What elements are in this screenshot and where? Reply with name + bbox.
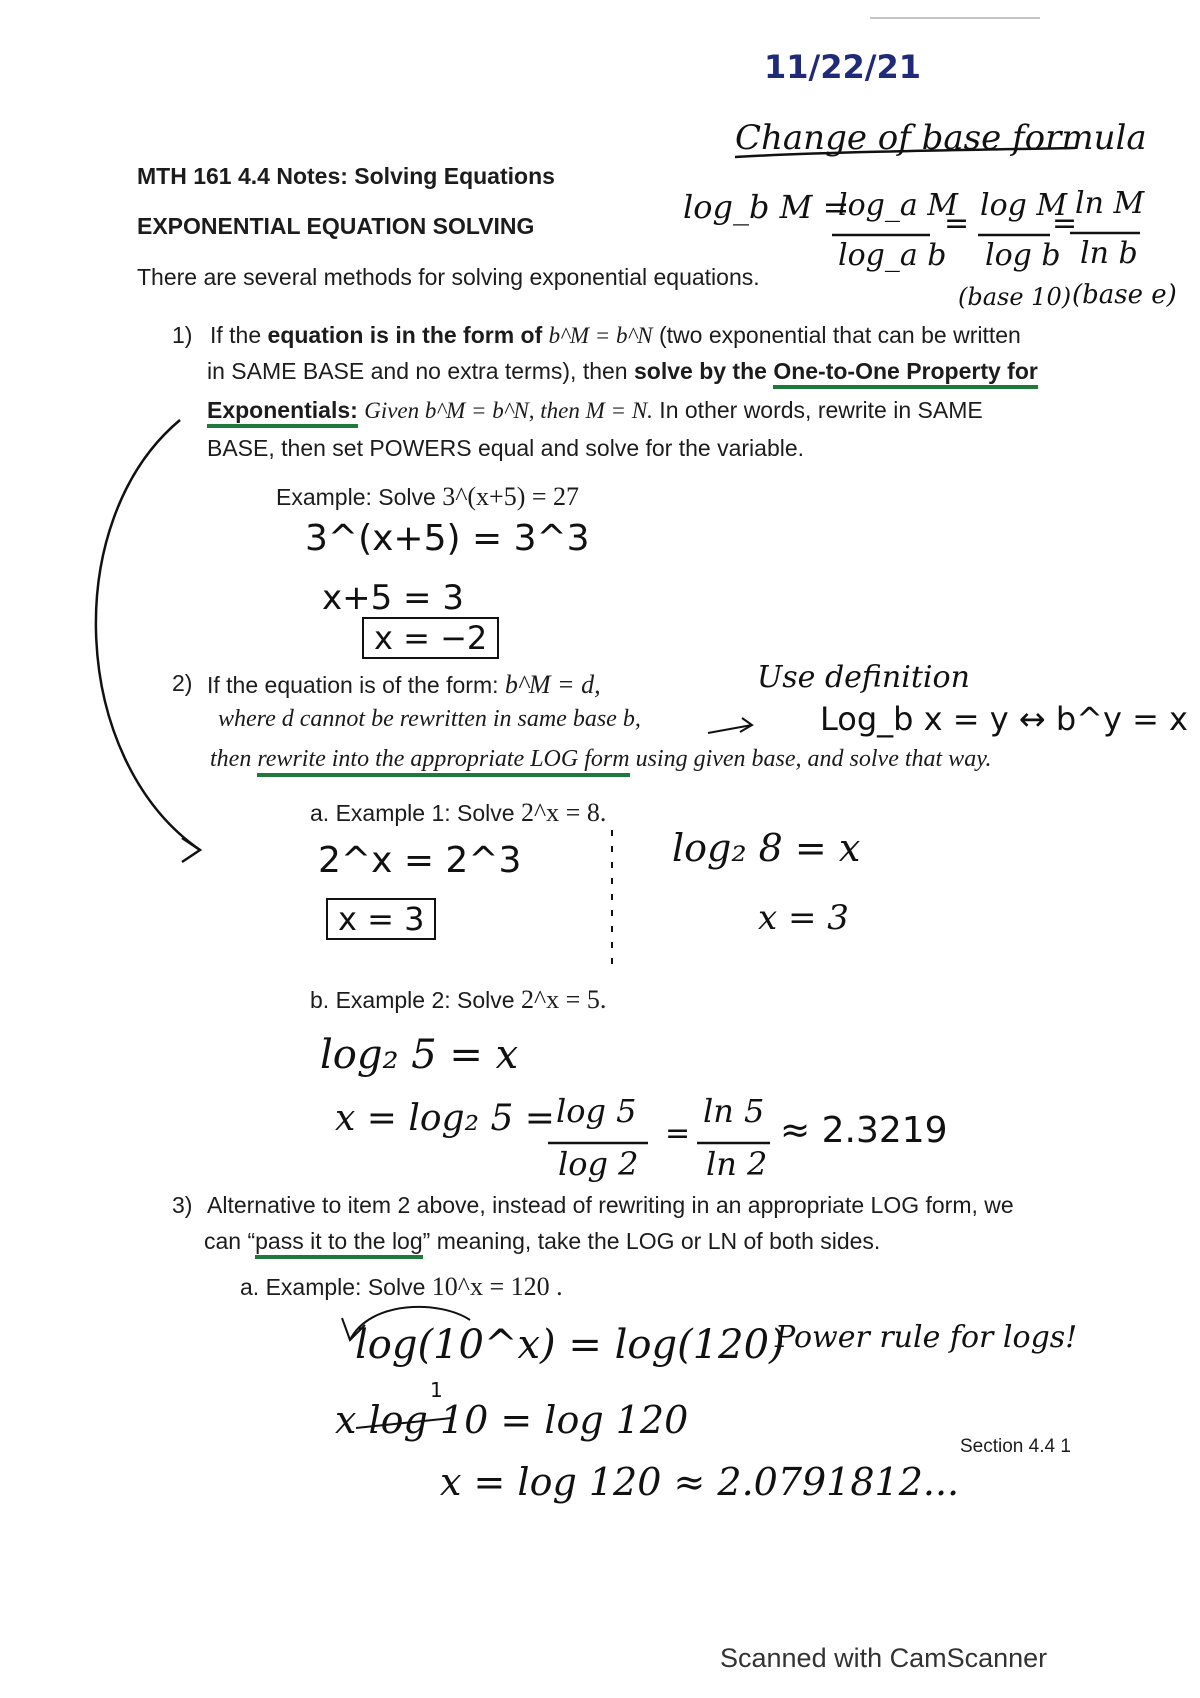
item1-line2-a: in SAME BASE and no extra terms), then	[207, 358, 634, 384]
change-of-base-heading: Change of base formula	[735, 118, 1147, 158]
item3-example	[240, 1272, 563, 1302]
cob-note-1: (base 10)	[958, 283, 1072, 311]
small-arrow-head	[740, 718, 752, 732]
item2-ex2	[310, 985, 606, 1015]
item3-line2	[204, 1228, 880, 1255]
cob-f2-den: log b	[985, 238, 1061, 273]
item2-ex2-frac2-den: ln 2	[706, 1145, 768, 1183]
item2-line1-text: If the equation is of the form:	[207, 672, 499, 698]
item1-given: Given b^M = b^N, then M = N.	[364, 398, 653, 423]
item1-line1-a: If the	[210, 322, 268, 348]
page-title: MTH 161 4.4 Notes: Solving Equations	[137, 163, 555, 189]
item1-work1: 3^(x+5) = 3^3	[305, 518, 590, 559]
item2-ex2-frac1-num: log 5	[556, 1092, 637, 1130]
item2-line2: where d cannot be rewritten in same base b,	[218, 706, 641, 732]
item1-number: 1)	[172, 322, 193, 348]
item2-eq: b^M = d,	[504, 670, 601, 699]
item1-line1-c: (two exponential that can be written	[652, 322, 1021, 348]
item3-example-eq: 10^x = 120 .	[431, 1272, 563, 1301]
item2-rewrite-log: rewrite into the appropriate LOG form	[257, 746, 629, 777]
item1-one-to-one: One-to-One Property for	[773, 358, 1038, 389]
item2-line3	[210, 746, 992, 773]
item3-line2-a: can “	[204, 1228, 256, 1254]
item3-line2-c: ” meaning, take the LOG or LN of both sides.	[422, 1228, 881, 1254]
item3-note: Power rule for logs!	[775, 1320, 1078, 1355]
item2-ex2-frac1-den: log 2	[558, 1145, 639, 1183]
item2-line3-c: using given base, and solve that way.	[629, 746, 992, 772]
item3-work3: x = log 120 ≈ 2.0791812...	[440, 1460, 960, 1504]
item1-line3	[207, 397, 983, 424]
item1-eq: b^M = b^N	[548, 323, 653, 348]
page-number: Section 4.4 1	[960, 1436, 1071, 1457]
item1-example-label: Example: Solve	[276, 484, 436, 510]
item2-ex1-eq: 2^x = 8.	[520, 798, 607, 827]
cob-f3-den: ln b	[1080, 236, 1138, 271]
cob-f3-num: ln M	[1075, 186, 1145, 221]
cob-lhs: log_b M =	[683, 188, 850, 226]
item1-example	[276, 482, 579, 512]
item1-answer: x = −2	[362, 617, 499, 659]
cob-f1-num: log_a M	[838, 188, 958, 223]
cob-note-2: (base e)	[1072, 280, 1177, 310]
item3-example-label: a. Example: Solve	[240, 1274, 426, 1300]
curved-arrow	[96, 420, 200, 850]
item3-work1: log(10^x) = log(120)	[355, 1322, 785, 1368]
item3-work2: x log 10 = log 120	[335, 1398, 689, 1442]
item1-line2-b: solve by the	[633, 358, 767, 384]
item2-ex1-label: a. Example 1: Solve	[310, 800, 515, 826]
item1-line3-c: In other words, rewrite in SAME	[652, 397, 983, 423]
item2-ex1-left-answer: x = 3	[326, 898, 436, 940]
item2-ex2-label: b. Example 2: Solve	[310, 987, 515, 1013]
item2-ex2-approx: ≈ 2.3219	[780, 1110, 948, 1151]
item2-ex2-eq: 2^x = 5.	[520, 985, 607, 1014]
item2-ex1-right2: x = 3	[758, 898, 849, 938]
date: 11/22/21	[764, 48, 921, 86]
item2-number: 2)	[172, 670, 193, 696]
item3-one: 1	[430, 1378, 443, 1402]
section-heading: EXPONENTIAL EQUATION SOLVING	[137, 213, 535, 239]
arrow-head	[182, 838, 200, 862]
item2-line1	[207, 670, 601, 700]
item1-line1	[210, 322, 1021, 349]
cob-f2-num: log M	[980, 188, 1068, 223]
cob-eq-2: =	[1052, 206, 1078, 241]
item3-line1: Alternative to item 2 above, instead of rewriting in an appropriate LOG form, we	[207, 1192, 1014, 1218]
item1-line2	[207, 358, 1038, 385]
scanner-watermark: Scanned with CamScanner	[720, 1643, 1048, 1673]
item2-ex2-work1: log₂ 5 = x	[320, 1032, 519, 1078]
item1-example-eq: 3^(x+5) = 27	[442, 482, 580, 511]
cob-f1-den: log_a b	[838, 238, 947, 273]
item1-work2: x+5 = 3	[322, 578, 464, 618]
item2-ex2-work2: x = log₂ 5 =	[335, 1098, 555, 1139]
item1-line1-b: equation is in the form of	[267, 322, 543, 348]
item2-ex1	[310, 798, 606, 828]
item2-ex2-frac2-num: ln 5	[703, 1092, 765, 1130]
item2-ex1-left1: 2^x = 2^3	[318, 840, 522, 881]
item3-number: 3)	[172, 1192, 193, 1218]
item3-pass-to-log: pass it to the log	[255, 1228, 423, 1259]
intro-text: There are several methods for solving exponential equations.	[137, 264, 760, 290]
item2-ex1-right1: log₂ 8 = x	[672, 826, 861, 870]
item1-line4: BASE, then set POWERS equal and solve for the variable.	[207, 435, 805, 461]
item2-ex2-eq-sign: =	[665, 1116, 691, 1151]
item2-line3-a: then	[210, 746, 252, 772]
item1-exponentials: Exponentials:	[207, 397, 358, 428]
cob-eq-1: =	[944, 206, 970, 241]
item2-note-heading: Use definition	[757, 660, 970, 695]
item2-note-formula: Log_b x = y ↔ b^y = x	[820, 700, 1188, 738]
